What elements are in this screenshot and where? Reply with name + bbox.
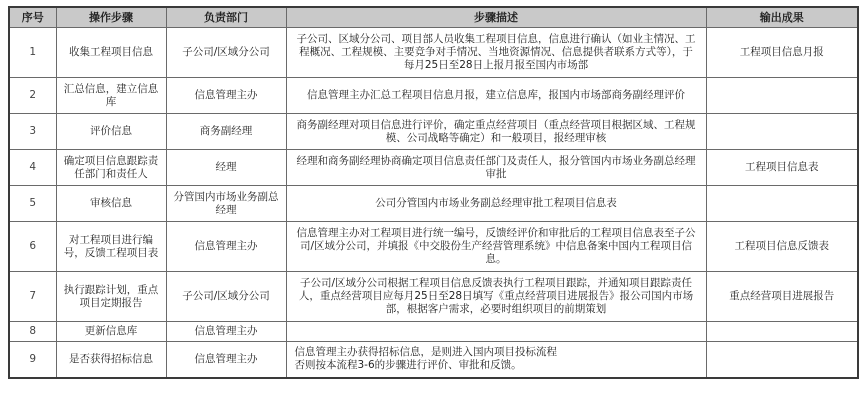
row-output <box>706 78 858 114</box>
row-output: 重点经营项目进展报告 <box>706 272 858 322</box>
process-table <box>8 6 859 379</box>
header-dept: 负责部门 <box>166 7 286 28</box>
row-desc: 经理和商务副经理协商确定项目信息责任部门及责任人，报分管国内市场业务副总经理审批 <box>286 150 706 186</box>
row-desc <box>286 322 706 342</box>
table-row <box>9 272 858 322</box>
table-row <box>9 114 858 150</box>
table-row <box>9 28 858 78</box>
row-desc: 信息管理主办汇总工程项目信息月报，建立信息库，报国内市场部商务副经理评价 <box>286 78 706 114</box>
row-output: 工程项目信息月报 <box>706 28 858 78</box>
row-output: 工程项目信息表 <box>706 150 858 186</box>
row-step: 评价信息 <box>56 114 166 150</box>
row-step: 确定项目信息跟踪责任部门和责任人 <box>56 150 166 186</box>
row-desc: 商务副经理对项目信息进行评价，确定重点经营项目（重点经营项目根据区域、工程规模、公司战略等确定）和一般项目，报经理审核 <box>286 114 706 150</box>
row-no: 9 <box>9 342 56 378</box>
row-desc: 信息管理主办获得招标信息，是则进入国内项目投标流程 否则按本流程3-6的步骤进行评价、审批和反馈。 <box>286 342 706 378</box>
row-dept: 子公司/区域分公司 <box>166 272 286 322</box>
header-desc: 步骤描述 <box>286 7 706 28</box>
header-step: 操作步骤 <box>56 7 166 28</box>
row-dept: 信息管理主办 <box>166 222 286 272</box>
table-row <box>9 150 858 186</box>
row-step: 更新信息库 <box>56 322 166 342</box>
row-no: 4 <box>9 150 56 186</box>
row-no: 8 <box>9 322 56 342</box>
row-desc: 子公司、区域分公司、项目部人员收集工程项目信息，信息进行确认（如业主情况、工程概况、工程规模、主要竞争对手情况、当地资源情况、信息提供者联系方式等），于每月25日至28日上报月报至国内市场部 <box>286 28 706 78</box>
row-no: 5 <box>9 186 56 222</box>
table-row <box>9 322 858 342</box>
row-step: 执行跟踪计划，重点项目定期报告 <box>56 272 166 322</box>
row-desc: 公司分管国内市场业务副总经理审批工程项目信息表 <box>286 186 706 222</box>
row-no: 6 <box>9 222 56 272</box>
table-row <box>9 222 858 272</box>
row-dept: 经理 <box>166 150 286 186</box>
row-dept: 信息管理主办 <box>166 322 286 342</box>
row-step: 对工程项目进行编号，反馈工程项目表 <box>56 222 166 272</box>
row-dept: 信息管理主办 <box>166 342 286 378</box>
row-step: 汇总信息，建立信息库 <box>56 78 166 114</box>
row-no: 3 <box>9 114 56 150</box>
row-no: 7 <box>9 272 56 322</box>
row-step: 审核信息 <box>56 186 166 222</box>
row-output <box>706 186 858 222</box>
table-row <box>9 78 858 114</box>
row-desc: 信息管理主办对工程项目进行统一编号，反馈经评价和审批后的工程项目信息表至子公司/区域分公司，并填报《中交股份生产经营管理系统》中信息备案中国内工程项目信息。 <box>286 222 706 272</box>
header-row <box>9 7 858 28</box>
row-dept: 子公司/区域分公司 <box>166 28 286 78</box>
table-row <box>9 186 858 222</box>
row-output: 工程项目信息反馈表 <box>706 222 858 272</box>
row-step: 收集工程项目信息 <box>56 28 166 78</box>
row-no: 2 <box>9 78 56 114</box>
row-dept: 分管国内市场业务副总经理 <box>166 186 286 222</box>
row-desc: 子公司/区域分公司根据工程项目信息反馈表执行工程项目跟踪，并通知项目跟踪责任人，重点经营项目应每月25日至28日填写《重点经营项目进展报告》报公司国内市场部，根据客户需求，必要时组织项目的前期策划 <box>286 272 706 322</box>
row-step: 是否获得招标信息 <box>56 342 166 378</box>
row-dept: 信息管理主办 <box>166 78 286 114</box>
header-no: 序号 <box>9 7 56 28</box>
row-no: 1 <box>9 28 56 78</box>
table-row <box>9 342 858 378</box>
row-output <box>706 322 858 342</box>
header-output: 输出成果 <box>706 7 858 28</box>
row-output <box>706 114 858 150</box>
row-dept: 商务副经理 <box>166 114 286 150</box>
row-output <box>706 342 858 378</box>
